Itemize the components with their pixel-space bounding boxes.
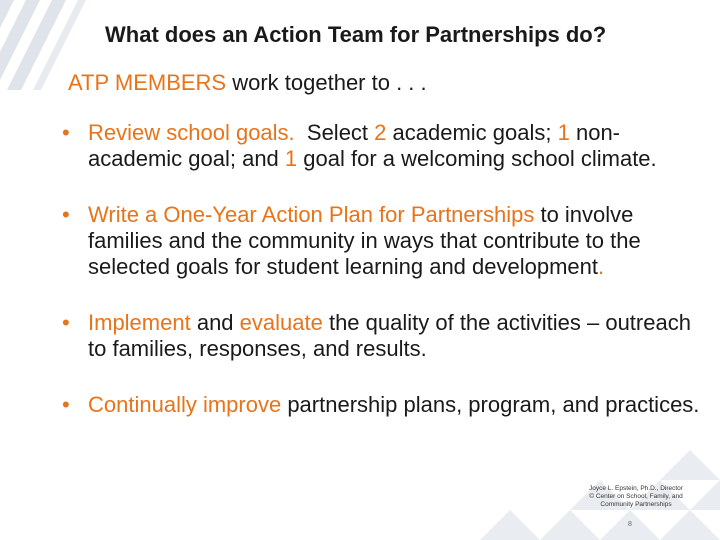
bullet-segment: Review school goals. (88, 120, 295, 145)
bullet-dot-icon: • (62, 310, 70, 335)
credit-line: Joyce L. Epstein, Ph.D., Director (589, 485, 683, 492)
bullet-segment: 1 (284, 146, 298, 171)
bullet-segment: 1 (557, 120, 570, 145)
bullet-segment: academic goals; (386, 120, 558, 145)
bullet-dot-icon: • (62, 392, 70, 417)
bullet-item (62, 120, 702, 172)
bullet-segment: 2 (374, 120, 387, 145)
bullet-segment: Implement (88, 310, 191, 335)
bullet-segment: evaluate (239, 310, 323, 335)
bullet-item (62, 310, 702, 362)
lead-line (68, 70, 427, 96)
bullet-segment: and (190, 310, 240, 335)
bullet-dot-icon: • (62, 202, 70, 227)
lead-highlight: ATP MEMBERS (68, 70, 227, 95)
bullet-segment: Continually improve (88, 392, 282, 417)
bullet-segment: . (598, 254, 605, 279)
credit-line: Community Partnerships (600, 501, 672, 508)
page-number: 8 (628, 521, 632, 528)
slide-title: What does an Action Team for Partnerships do? (105, 22, 607, 47)
bullet-segment: the quality of the activities – outreach to families, responses, and results. (88, 310, 691, 361)
bullet-segment: Select (294, 120, 375, 145)
bullet-segment: to involve families and the community in ways that contribute to the selected goals for student learning and development (88, 202, 641, 279)
lead-text: work together to . . . (226, 70, 427, 95)
bullet-list (62, 120, 702, 418)
bullet-dot-icon: • (62, 120, 70, 145)
bullet-segment: partnership plans, program, and practices. (281, 392, 700, 417)
bullet-segment: Write a One-Year Action Plan for Partnerships (88, 202, 535, 227)
bullet-item (62, 392, 702, 418)
credit-footer (580, 485, 692, 509)
bullet-item (62, 202, 702, 280)
bullet-segment: non-academic goal; and (88, 120, 621, 171)
bullet-segment: goal for a welcoming school climate. (297, 146, 657, 171)
credit-line: © Center on School, Family, and (589, 493, 683, 500)
